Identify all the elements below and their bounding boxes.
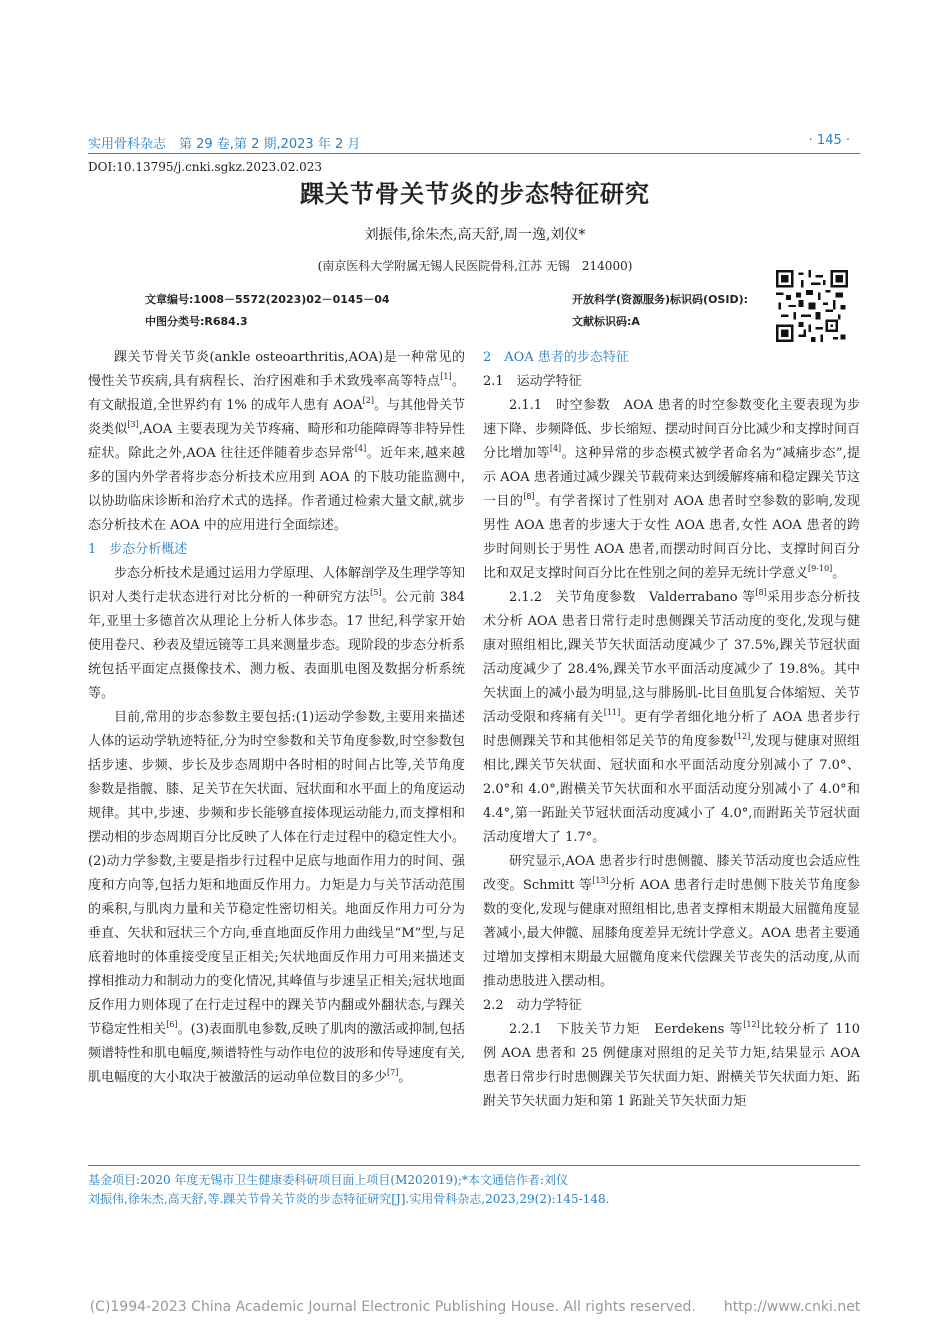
- section-heading: 2.2 动力学特征: [483, 998, 582, 1013]
- page-number: · 145 ·: [808, 133, 850, 148]
- body-paragraph: 目前,常用的步态参数主要包括:(1)运动学参数,主要用来描述人体的运动学轨迹特征,分为时空参数和关节角度参数,时空参数包括步速、步频、步长及步态周期中各时相的时间占比等,关节角度参数是指髋、膝、足关节在矢状面、冠状面和水平面上的角度运动规律。其中,步速、步频和步长能够直接体现运动能力,而支撑相和摆动相的步态周期百分比反映了人体在行走过程中的稳定性大小。(2)动力学参数,主要是指步行过程中足底与地面作用力的时间、强度和方向等,包括力矩和地面反作用力。力矩是力与关节活动范围的乘积,与肌肉力量和关节稳定性密切相关。地面反作用力可分为垂直、矢状和冠状三个方向,垂直地面反作用力曲线呈“M”型,与足底着地时的体重接受度呈正相关;矢状地面反作用力可用来描述支撑相推动力和制动力的变化情况,其峰值与步速呈正相关;冠状地面反作用力则体现了在行走过程中的踝关节内翻或外翻状态,与踝关节稳定性相关[6]。(3)表面肌电参数,反映了肌肉的激活或抑制,包括频谱特性和肌电幅度,频谱特性与动作电位的波形和传导速度有关,肌电幅度的大小取决于被激活的运动单位数目的多少[7]。: [88, 710, 466, 1085]
- body-paragraph: 2.1.2 关节角度参数 Valderrabano 等[8]采用步态分析技术分析 AOA 患者日常行走时患侧踝关节活动度的变化,发现与健康对照组相比,踝关节矢状面活动度减少了 37.5%,踝关节冠状面活动度减少了 28.4%,踝关节水平面活动度减少了 19.8%。其中矢状面上的减小最为明显,这与腓肠肌-比目鱼肌复合体缩短、关节活动受限和疼痛有关[11]。更有学者细化地分析了 AOA 患者步行时患侧踝关节和其他相邻足关节的角度参数[12],发现与健康对照组相比,踝关节矢状面、冠状面和水平面活动度分别减小了 7.0°、2.0°和 4.0°,跗横关节矢状面和水平面活动度分别减小了 4.0°和 4.4°,第一跖趾关节冠状面活动度减小了 4.0°,而跗跖关节冠状面活动度增大了 1.7°。: [483, 588, 860, 845]
- body-paragraph: 2.2.1 下肢关节力矩 Eerdekens 等[12]比较分析了 110 例 AOA 患者和 25 例健康对照组的足关节力矩,结果显示 AOA 患者日常步行时患侧踝关节矢状面力矩、跗横关节矢状面力矩、跖跗关节矢状面力矩和第 1 跖趾关节矢状面力矩: [483, 1020, 861, 1109]
- citation-ref[interactable]: [1]: [440, 372, 452, 381]
- citation-ref[interactable]: [5]: [370, 588, 382, 597]
- citation-ref[interactable]: [11]: [603, 708, 621, 717]
- citation-ref[interactable]: [2]: [362, 396, 374, 405]
- article-title: 踝关节骨关节炎的步态特征研究: [300, 179, 650, 208]
- citation-ref[interactable]: [6]: [166, 1020, 178, 1029]
- section-heading: 2.1 运动学特征: [483, 374, 582, 389]
- running-head: 实用骨科杂志 第 29 卷,第 2 期,2023 年 2 月: [88, 137, 361, 152]
- body-paragraph: 2.1.1 时空参数 AOA 患者的时空参数变化主要表现为步速下降、步频降低、步长缩短、摆动时间百分比减少和支撑时间百分比增加等[4]。这种异常的步态模式被学者命名为“减痛步态”,提示 AOA 患者通过减少踝关节载荷来达到缓解疼痛和稳定踝关节这一目的[8]。有学者探讨了性别对 AOA 患者时空参数的影响,发现男性 AOA 患者的步速大于女性 AOA 患者,女性 AOA 患者的跨步时间则长于男性 AOA 患者,而摆动时间百分比、支撑时间百分比和双足支撑时间百分比在性别之间的差异无统计学意义[9-10]。: [483, 398, 861, 581]
- citation-ref[interactable]: [13]: [592, 876, 609, 885]
- body-paragraph: 步态分析技术是通过运用力学原理、人体解剖学及生理学等知识对人类行走状态进行对比分析的一种研究方法[5]。公元前 384 年,亚里士多德首次从理论上分析人体步态。17 世纪,科学家开始使用卷尺、秒表及望远镜等工具来测量步态。现阶段的步态分析系统包括平面定点摄像技术、测力板、表面肌电图及数据分析系统等。: [88, 566, 466, 701]
- section-heading: 1 步态分析概述: [88, 542, 188, 557]
- doi[interactable]: DOI:10.13795/j.cnki.sgkz.2023.02.023: [88, 160, 323, 174]
- osid-label: 开放科学(资源服务)标识码(OSID):: [572, 293, 749, 306]
- citation-ref[interactable]: [8]: [523, 492, 535, 501]
- citation-ref[interactable]: [7]: [387, 1068, 399, 1077]
- section-heading: 2 AOA 患者的步态特征: [483, 350, 629, 365]
- authors: 刘振伟,徐朱杰,高天舒,周一逸,刘仪*: [364, 227, 586, 243]
- citation-ref[interactable]: [12]: [733, 732, 751, 741]
- copyright-notice: (C)1994-2023 China Academic Journal Electronic Publishing House. All rights reserved. http://www.cnki.net: [89, 1299, 861, 1315]
- citation-ref[interactable]: [4]: [549, 444, 562, 453]
- osid-qr-code-icon[interactable]: [776, 270, 848, 342]
- header-rule: [88, 153, 860, 154]
- footnote-rule: [88, 1165, 860, 1166]
- left-column: [88, 346, 465, 1090]
- citation-ref[interactable]: [4]: [354, 444, 367, 453]
- citation-ref[interactable]: [8]: [755, 588, 767, 597]
- citation-ref[interactable]: [9-10]: [808, 564, 833, 573]
- article-number: 文章编号:1008－5572(2023)02－0145－04: [145, 293, 390, 306]
- citation-ref[interactable]: [3]: [127, 420, 139, 429]
- citation-note: 刘振伟,徐朱杰,高天舒,等.踝关节骨关节炎的步态特征研究[J].实用骨科杂志,2023,29(2):145-148.: [88, 1192, 610, 1206]
- clc-number: 中图分类号:R684.3: [145, 315, 248, 328]
- funding-note: 基金项目:2020 年度无锡市卫生健康委科研项目面上项目(M202019);*本文通信作者:刘仪: [88, 1173, 568, 1187]
- body-paragraph: 踝关节骨关节炎(ankle osteoarthritis,AOA)是一种常见的慢性关节疾病,具有病程长、治疗困难和手术致残率高等特点[1]。有文献报道,全世界约有 1% 的成年人患有 AOA[2]。与其他骨关节炎类似[3],AOA 主要表现为关节疼痛、畸形和功能障碍等非特异性症状。除此之外,AOA 往往还伴随着步态异常[4]。近年来,越来越多的国内外学者将步态分析技术应用到 AOA 的下肢功能监测中,以协助临床诊断和治疗术式的选择。作者通过检索大量文献,就步态分析技术在 AOA 中的应用进行全面综述。: [88, 350, 466, 533]
- document-code: 文献标识码:A: [572, 315, 640, 328]
- right-column: [483, 346, 860, 1114]
- body-paragraph: 研究显示,AOA 患者步行时患侧髋、膝关节活动度也会适应性改变。Schmitt 等[13]分析 AOA 患者行走时患侧下肢关节角度参数的变化,发现与健康对照组相比,患者支撑相末期最大屈髋角度显著减小,最大伸髋、屈膝角度差异无统计学意义。AOA 患者主要通过增加支撑相末期最大屈髋角度来代偿踝关节丧失的活动度,从而推动患肢进入摆动相。: [483, 854, 860, 989]
- citation-ref[interactable]: [12]: [743, 1020, 760, 1029]
- affiliation: (南京医科大学附属无锡人民医院骨科,江苏 无锡 214000): [317, 259, 633, 273]
